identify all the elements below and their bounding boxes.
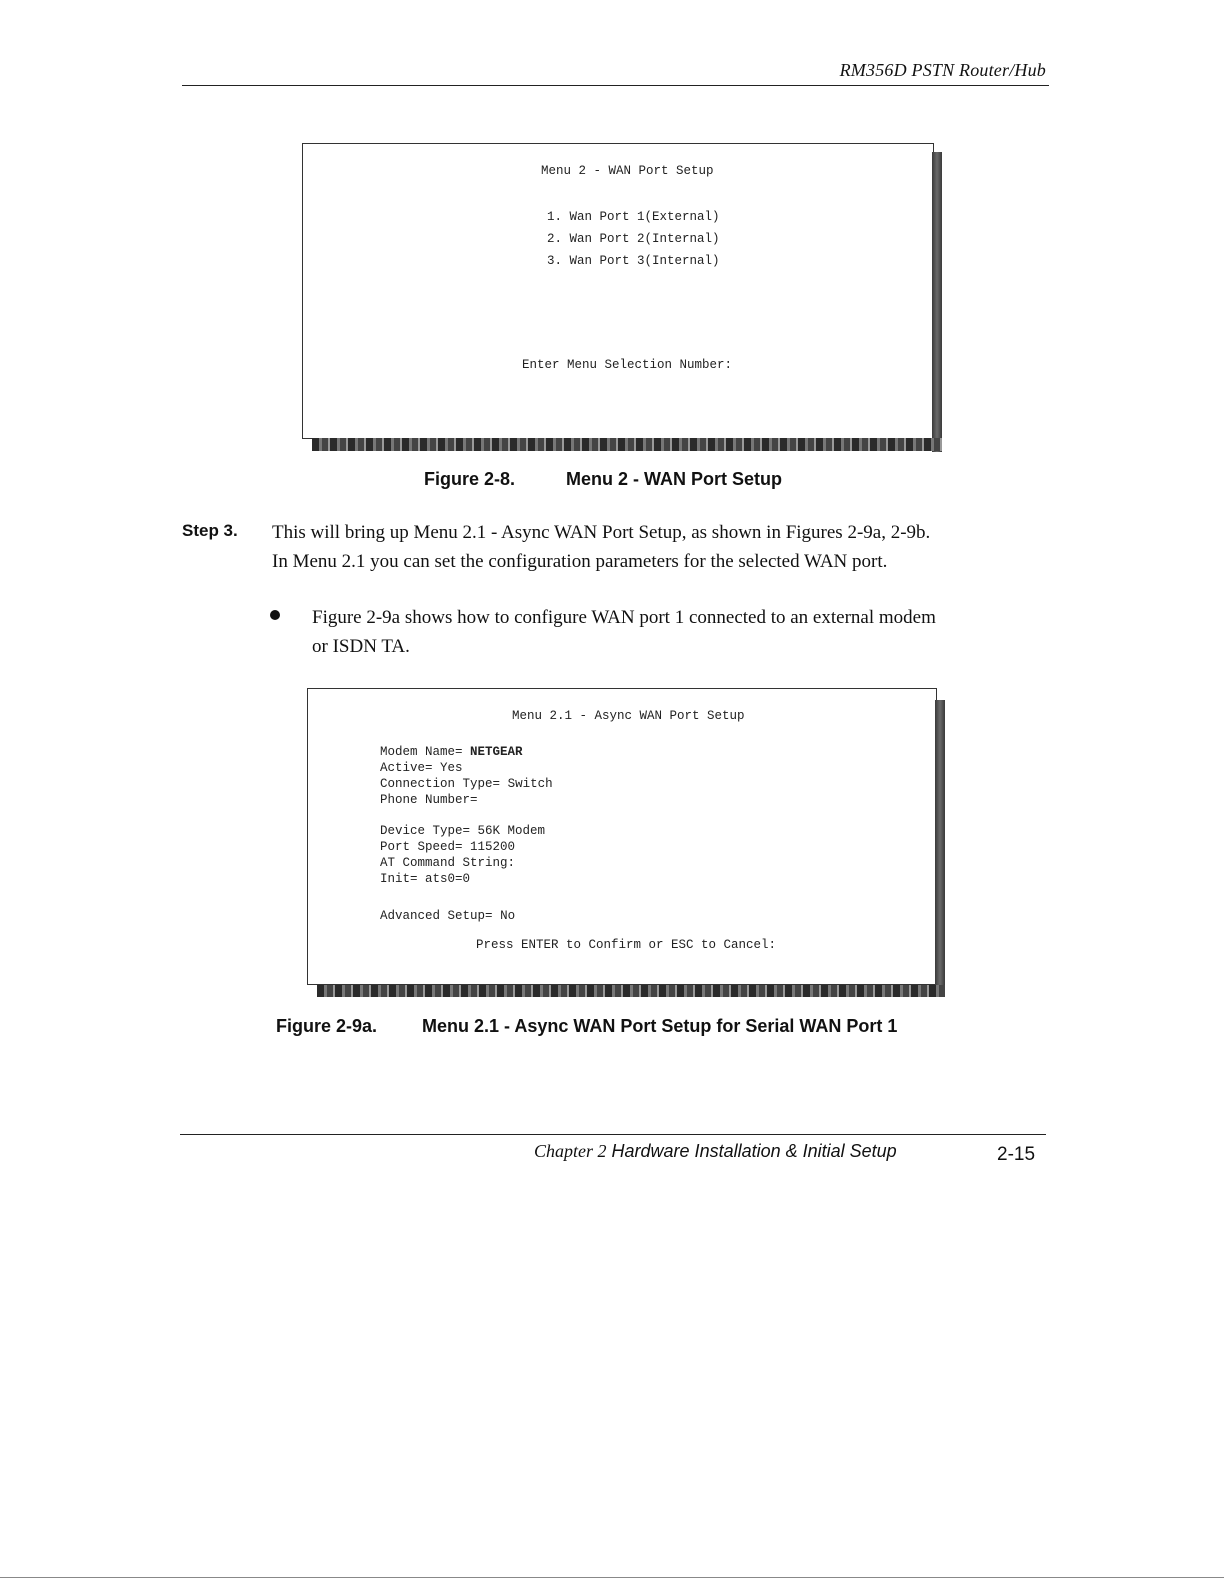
field-init: [350, 858, 470, 900]
field-label: Modem Name=: [380, 745, 463, 759]
figure-2-8-caption-number: Figure 2-8.: [424, 469, 516, 489]
menu-2-1-screen: [307, 688, 937, 985]
menu-2-title: Menu 2 - WAN Port Setup: [541, 164, 714, 178]
step-text-line-2: In Menu 2.1 you can set the configuration parameters for the selected WAN port.: [272, 551, 888, 572]
figure-2-9a-caption-number: Figure 2-9a.: [276, 1016, 378, 1036]
menu-2-item-3: 3. Wan Port 3(Internal): [547, 254, 720, 268]
field-value: ats0=0: [425, 872, 471, 886]
field-value: 115200: [470, 840, 516, 854]
field-value: 56K Modem: [477, 824, 546, 838]
menu-2-1-screen-shadow-bottom: [317, 985, 945, 997]
bullet-icon: [270, 610, 280, 620]
menu-2-1-prompt: Press ENTER to Confirm or ESC to Cancel:: [476, 938, 777, 952]
field-label: Connection Type=: [380, 777, 501, 791]
footer-chapter: [534, 1141, 897, 1162]
header-rule: [182, 85, 1049, 86]
field-value: NETGEAR: [470, 745, 523, 759]
field-label: Phone Number=: [380, 793, 478, 807]
field-label: Active=: [380, 761, 433, 775]
menu-2-screen-shadow-bottom: [312, 438, 942, 451]
footer-chapter-title: Hardware Installation & Initial Setup: [611, 1141, 897, 1161]
step-text-line-1: This will bring up Menu 2.1 - Async WAN Port Setup, as shown in Figures 2-9a, 2-9b.: [272, 522, 931, 543]
menu-2-prompt: Enter Menu Selection Number:: [522, 358, 733, 372]
field-label: Init=: [380, 872, 418, 886]
footer-chapter-word: Chapter 2: [534, 1141, 607, 1161]
bullet-text-line-1: Figure 2-9a shows how to configure WAN port 1 connected to an external modem: [312, 607, 936, 628]
field-value: No: [500, 909, 516, 923]
footer-rule: [180, 1134, 1046, 1135]
field-label: Device Type=: [380, 824, 471, 838]
field-label: Advanced Setup=: [380, 909, 493, 923]
field-value: Yes: [440, 761, 463, 775]
field-label: Port Speed=: [380, 840, 463, 854]
step-label: Step 3.: [182, 521, 238, 540]
menu-2-item-1: 1. Wan Port 1(External): [547, 210, 720, 224]
menu-2-1-title: Menu 2.1 - Async WAN Port Setup: [512, 709, 745, 723]
menu-2-item-2: 2. Wan Port 2(Internal): [547, 232, 720, 246]
menu-2-1-screen-shadow-right: [935, 700, 945, 997]
field-advanced-setup: [350, 895, 515, 937]
menu-2-screen: [302, 143, 934, 439]
page-number: 2-15: [997, 1144, 1036, 1165]
field-value: Switch: [507, 777, 553, 791]
page-bottom-edge: [0, 1577, 1224, 1578]
field-label: AT Command String:: [380, 856, 516, 870]
running-header: RM356D PSTN Router/Hub: [839, 60, 1046, 80]
figure-2-9a-caption-title: Menu 2.1 - Async WAN Port Setup for Serial WAN Port 1: [422, 1016, 898, 1036]
bullet-text-line-2: or ISDN TA.: [312, 636, 410, 657]
figure-2-8-caption-title: Menu 2 - WAN Port Setup: [566, 469, 782, 489]
menu-2-screen-shadow-right: [932, 152, 942, 452]
